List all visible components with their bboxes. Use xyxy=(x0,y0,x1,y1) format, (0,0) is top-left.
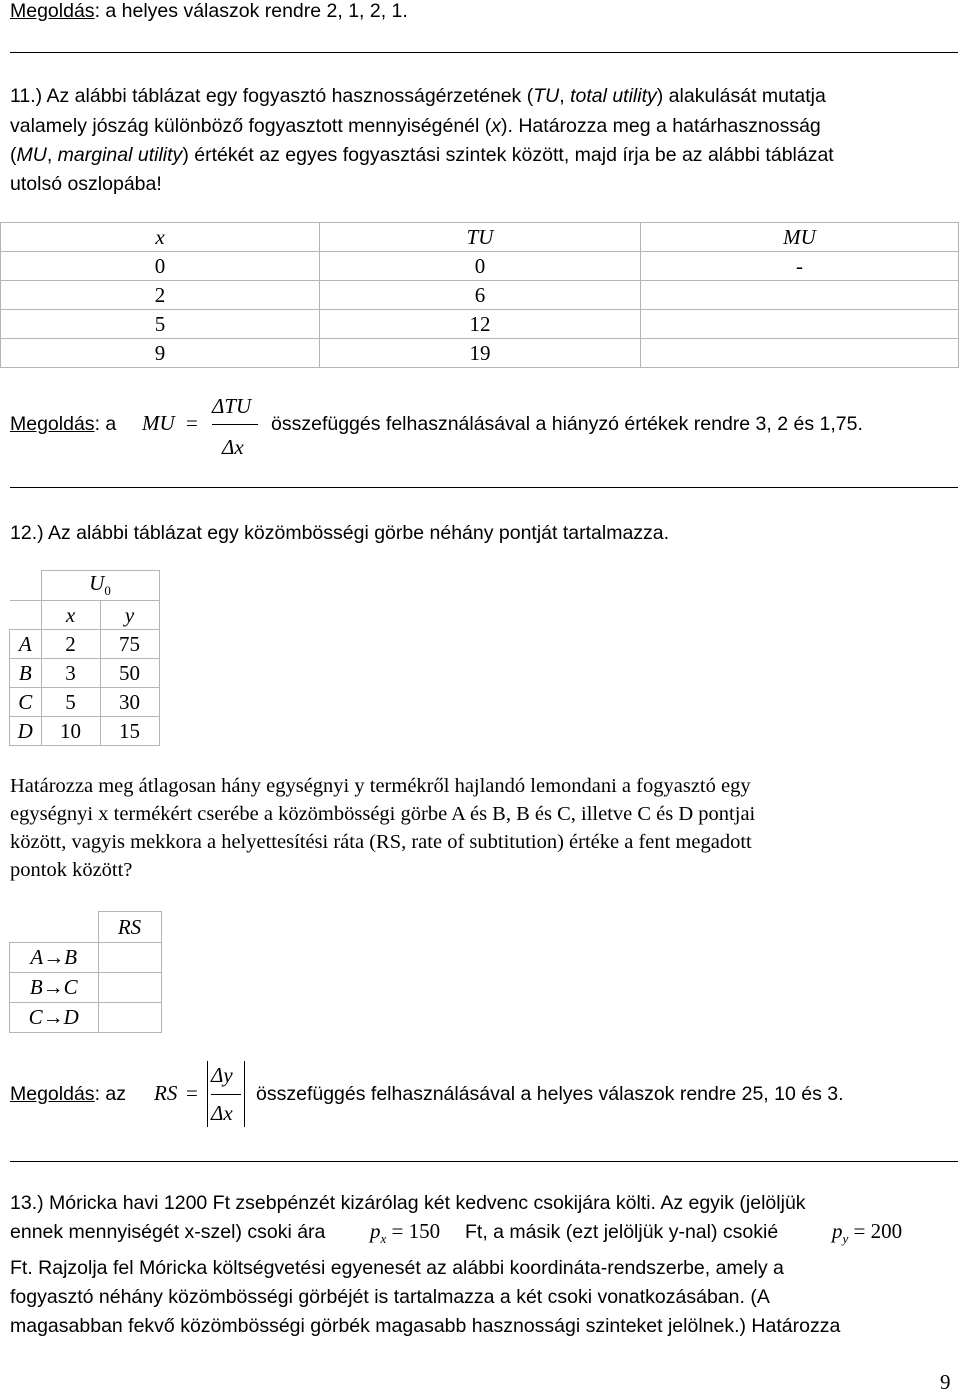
table-cell xyxy=(641,281,959,310)
q13-line-5: magasabban fekvő közömbösségi görbék magasabb hasznossági szinteket jelölnek.) Határozza xyxy=(10,1315,841,1337)
q12-line-4: pontok között? xyxy=(10,859,133,881)
table-cell: 12 xyxy=(320,310,641,339)
q13-line-4: fogyasztó néhány közömbösségi görbéjét is tartalmazza a két csoki vonatkozásában. (A xyxy=(10,1286,770,1308)
rs-row-label: C→D xyxy=(10,1003,99,1033)
q11-line-4: utolsó oszlopába! xyxy=(10,173,162,195)
formula-numerator: Δy xyxy=(211,1063,233,1087)
table-cell: 2 xyxy=(41,630,100,659)
indifference-table xyxy=(9,570,160,746)
table-cell: 75 xyxy=(100,630,159,659)
q12-line-1: Határozza meg átlagosan hány egységnyi y termékről hajlandó lemondani a fogyasztó egy xyxy=(10,775,751,797)
q13-line-1: 13.) Móricka havi 1200 Ft zsebpénzét kizárólag két kedvenc csokijára költi. Az egyik (jelöljük xyxy=(10,1192,806,1214)
table-cell xyxy=(641,310,959,339)
q12-solution xyxy=(10,1083,126,1106)
formula-numerator: ΔTU xyxy=(212,394,252,418)
rs-row-label: B→C xyxy=(10,973,99,1003)
page-number: 9 xyxy=(940,1370,951,1394)
table-cell: 9 xyxy=(1,339,320,368)
formula-denominator: Δx xyxy=(222,435,244,459)
empty-cell xyxy=(10,571,42,601)
formula-lhs: MU xyxy=(142,411,175,435)
table-cell: 30 xyxy=(100,688,159,717)
solution-text: : a helyes válaszok rendre 2, 1, 2, 1. xyxy=(94,0,408,22)
q12-line-3: között, vagyis mekkora a helyettesítési ráta (RS, rate of subtitution) értéke a fent megadott xyxy=(10,831,752,853)
table-cell xyxy=(641,339,959,368)
formula-lhs: RS xyxy=(154,1081,178,1105)
rs-row-label: A→B xyxy=(10,943,99,973)
q13-line-3: Ft. Rajzolja fel Móricka költségvetési egyenesét az alábbi koordináta-rendszerbe, amely a xyxy=(10,1257,784,1279)
fraction-bar xyxy=(212,424,258,425)
solution-prefix: : a xyxy=(94,413,117,435)
q11-solution xyxy=(10,413,116,436)
q11-line-1: 11.) Az alábbi táblázat egy fogyasztó hasznosságérzetének (TU, total utility) alakulását mutatja xyxy=(10,85,826,107)
divider xyxy=(10,487,958,488)
table-cell: 19 xyxy=(320,339,641,368)
point-label: A xyxy=(10,630,42,659)
table-cell xyxy=(98,943,161,973)
q11-solution-text: összefüggés felhasználásával a hiányzó értékek rendre 3, 2 és 1,75. xyxy=(271,413,863,435)
divider xyxy=(10,52,958,53)
q12-line-2: egységnyi x termékért cserébe a közömbösségi görbe A és B, B és C, illetve C és D pontjai xyxy=(10,803,756,825)
py-formula: $p_y = 200$ xyxy=(832,1219,903,1247)
point-label: D xyxy=(10,717,42,746)
header-x: x xyxy=(41,601,100,630)
solution-label: Megoldás xyxy=(10,1083,95,1105)
header-tu: TU xyxy=(320,223,641,252)
solution-label: Megoldás xyxy=(10,0,95,22)
header-x: x xyxy=(1,223,320,252)
formula-eq: = xyxy=(186,1081,198,1105)
table-cell: 10 xyxy=(41,717,100,746)
top-answer xyxy=(10,0,408,23)
table-cell xyxy=(98,1003,161,1033)
table-cell: 6 xyxy=(320,281,641,310)
q12-intro: 12.) Az alábbi táblázat egy közömbösségi görbe néhány pontját tartalmazza. xyxy=(10,522,670,544)
q11-line-3: (MU, marginal utility) értékét az egyes fogyasztási szintek között, majd írja be az alábbi táblázat xyxy=(10,144,834,166)
formula-denominator: Δx xyxy=(211,1101,233,1125)
point-label: C xyxy=(10,688,42,717)
table-cell xyxy=(98,973,161,1003)
table-cell: 50 xyxy=(100,659,159,688)
divider xyxy=(10,1161,958,1162)
rs-table xyxy=(9,911,162,1033)
solution-prefix: : az xyxy=(94,1083,126,1105)
point-label: B xyxy=(10,659,42,688)
q13-line-2 xyxy=(10,1221,325,1244)
table-cell: 0 xyxy=(320,252,641,281)
formula-eq: = xyxy=(186,411,198,435)
q11-line-2: valamely jószág különböző fogyasztott mennyiségénél (x). Határozza meg a határhasznosság xyxy=(10,115,821,137)
table-cell: 15 xyxy=(100,717,159,746)
u0-header: $U_0$ xyxy=(41,571,159,601)
empty-cell xyxy=(10,912,99,943)
table-cell: 5 xyxy=(1,310,320,339)
tu-mu-table xyxy=(0,222,959,368)
table-cell: 2 xyxy=(1,281,320,310)
table-cell: - xyxy=(641,252,959,281)
table-cell: 5 xyxy=(41,688,100,717)
table-cell: 3 xyxy=(41,659,100,688)
abs-bar-right xyxy=(244,1061,245,1127)
abs-bar-left xyxy=(207,1061,208,1127)
rs-header: RS xyxy=(98,912,161,943)
px-formula: $p_x = 150$ xyxy=(370,1219,441,1247)
empty-cell xyxy=(10,601,42,630)
table-cell: 0 xyxy=(1,252,320,281)
header-y: y xyxy=(100,601,159,630)
q12-solution-text: összefüggés felhasználásával a helyes válaszok rendre 25, 10 és 3. xyxy=(256,1083,844,1105)
header-mu: MU xyxy=(641,223,959,252)
fraction-bar xyxy=(211,1094,241,1095)
q13-text: Ft, a másik (ezt jelöljük y-nal) csokié xyxy=(465,1221,779,1243)
q13-text: ennek mennyiségét x-szel) csoki ára xyxy=(10,1221,326,1243)
solution-label: Megoldás xyxy=(10,413,95,435)
